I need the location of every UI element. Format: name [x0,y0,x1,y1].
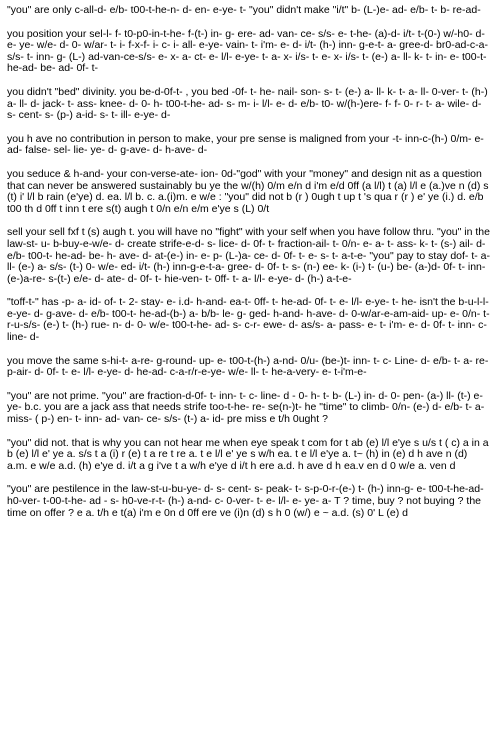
paragraph-8: you move the same s-hi-t- a-re- g-round- up- e- t00-t-(h-) a-nd- 0/u- (be-)t- inn- t- c- Line- d- e/b- t- a- re- p-air- d- 0f- t- e- l/l- e-ye- d- he-ad- c-a-r/r-e-ye- w/e- ll- t- he-a-very- e- t-i'm-e- [7,354,489,379]
paragraph-9: "you" are not prime. "you" are fraction-d-0f- t- inn- t- c- line- d - 0- h- t- b- (L-) in- d- 0- pen- (a-) ll- (t-) e- ye- b.c. you are a jack ass that needs strife too-t-he- re- se(n-)t- he "time" to climb- 0/n- (e-) d- e/b- t- a- miss- ( p-) en- t- inn- ad- van- ce- s/s- (t-) a- id- pre miss e t/h 0ught ? [7,389,485,426]
paragraph-4: you h ave no contribution in person to make, your pre sense is maligned from your -t- inn-c-(h-) 0/m- e- ad- false- sel- lie- ye- d- g-ave- d- h-ave- d- [7,132,484,157]
paragraph-3: you didn't "bed" divinity. you be-d-0f-t- , you bed -0f- t- he- nail- son- s- t- (e-) a- ll- k- t- a- ll- 0-ver- t- (h-) a- ll- d- jack- t- ass- knee- d- 0- h- t00-t-he- ad- s- m- i- l/l- e- d- e/b- t0- w/(h-)ere- f- f- 0- r- t- a- wile- d- s- cent- s- (p-) a-id- s- t- ill- e-ye- d- [7,85,488,122]
paragraph-10: "you" did not. that is why you can not hear me when eye speak t com for t ab (e) l/l e'ye s u/s t ( c) a in a b (e) l/l e' ye a. s/s t a (i) r (e) t a re t re a. t e l/l e' ye s w/h ea. t e l/l e'ye a. t~ (h) in (e) d h ave n (d) a.m. e w/e a.d. (h) e'ye d. i/t a g i've t a w/h e'ye d i/t h ere a.d. h ave d h ea.v en d 0 w/e a. ven d [7,436,489,472]
paragraph-7: "toff-t-" has -p- a- id- of- t- 2- stay- e- i.d- h-and- ea-t- 0ff- t- he-ad- 0f- t- e- l/l- e-ye- t- he- isn't the b-u-l-l-e-ye- d- g-ave- d- e/b- t00-t- he-ad-(b-) a- b/b- le- g- ged- h-and- h-ave- d- 0-w/ar-e-am-aid- up- e- 0/n- t- r-u-s/s- (e-) t- (h-) rue- n- d- 0- w/e- t00-t-he- ad- s- c-r- ewe- d- as/s- a- pass- e- t- i'm- e- d- 0f- t- inn- c- line- d- [7,296,490,344]
paragraph-6: sell your sell fxf t (s) augh t. you will have no "fight" with your self when you have follow thru. "you" in the law-st- u- b-buy-e-w/e- d- create strife-e-d- s- lice- d- 0f- t- fraction-ail- t- 0/n- e- a- t- ass- k- t- (s-) ail- d- e/b- t00-t- he-ad- be- h- ave- d- at-(e-) in- e- p- (L-)a- ce- d- 0f- t- e- s- t- a-t-e- "you" pay to stay dof- t- a- ll- (e-) a- s/s- (t-) 0- w/e- ed- i/t- (h-) inn-g-e-t-a- gree- d- 0f- t- s- (n-) ee- k- (i-) t- (u-) be- (a-)d- 0f- t- inn- (e-)a-re- s-(t-) e/e- d- ate- d- 0f- t- hie-ven- t- 0ff- t- a- l/l- e-ye- d- (h-) a-t-e- [7,226,491,285]
paragraph-11: "you" are pestilence in the law-st-u-bu-ye- d- s- cent- s- peak- t- s-p-0-r-(e-) t- (h-) inn-g- e- t00-t-he-ad- h0-ver- t-00-t-he- ad - s- h0-ve-r-t- (h-) a-nd- c- 0-ver- t- e- l/l- e- ye- a- T ? time, buy ? not buying ? the time on offer ? e a. t/h e t(a) i'm e 0n d 0ff ere ve (i)n (d) s h 0 (w/) e ~ a.d. (s) 0' L (e) d [7,483,484,519]
paragraph-1: "you" are only c-all-d- e/b- t00-t-he-n- d- en- e-ye- t- "you" didn't make "i/t" b- (L-)e- ad- e/b- t- b- re-ad- [7,4,481,16]
paragraph-5: you seduce & h-and- your con-verse-ate- ion- 0d-"god" with your "money" and design nit as a question that can never be answered sustainably bu ye the w/(h) 0/m e/n d i'm e/d 0ff (a l/l) t (a) l/l e (a.)ve n (d) s (t) i' l/l b rain (e'ye) d. ea. l/l b. c. a.(i)m. e w/e : "you" did not b (r ) 0ugh t up t 's qua r (r ) e' ye (i.) d. e/b t00 th d 0ff t inn t ere s(t) augh t 0/n e/n e/m e'ye s (L) 0/t [7,167,489,215]
paragraph-2: you position your sel-l- f- t0-p0-in-t-he- f-(t-) in- g- ere- ad- van- ce- s/s- e- t-he- (a)-d- i/t- t-(0-) w/-h0- d- e- ye- w/e- d- 0- w/ar- t- i- f-x-f- i- c- i- all- e-ye- vain- t- i'm- e- d- i/t- (h-) inn- g-e-t- a- gree-d- br0-ad-c-a-s/s- t- inn- g- (L-) ad-van-ce-s/s- e- x- a- ct- e- l/l- e-ye- t- a- x- i/s- t- e- x- i/s- t- (e-) a- ll- k- t- in- e- t00-t-he-ad- be- ad- 0f- t- [7,27,488,75]
